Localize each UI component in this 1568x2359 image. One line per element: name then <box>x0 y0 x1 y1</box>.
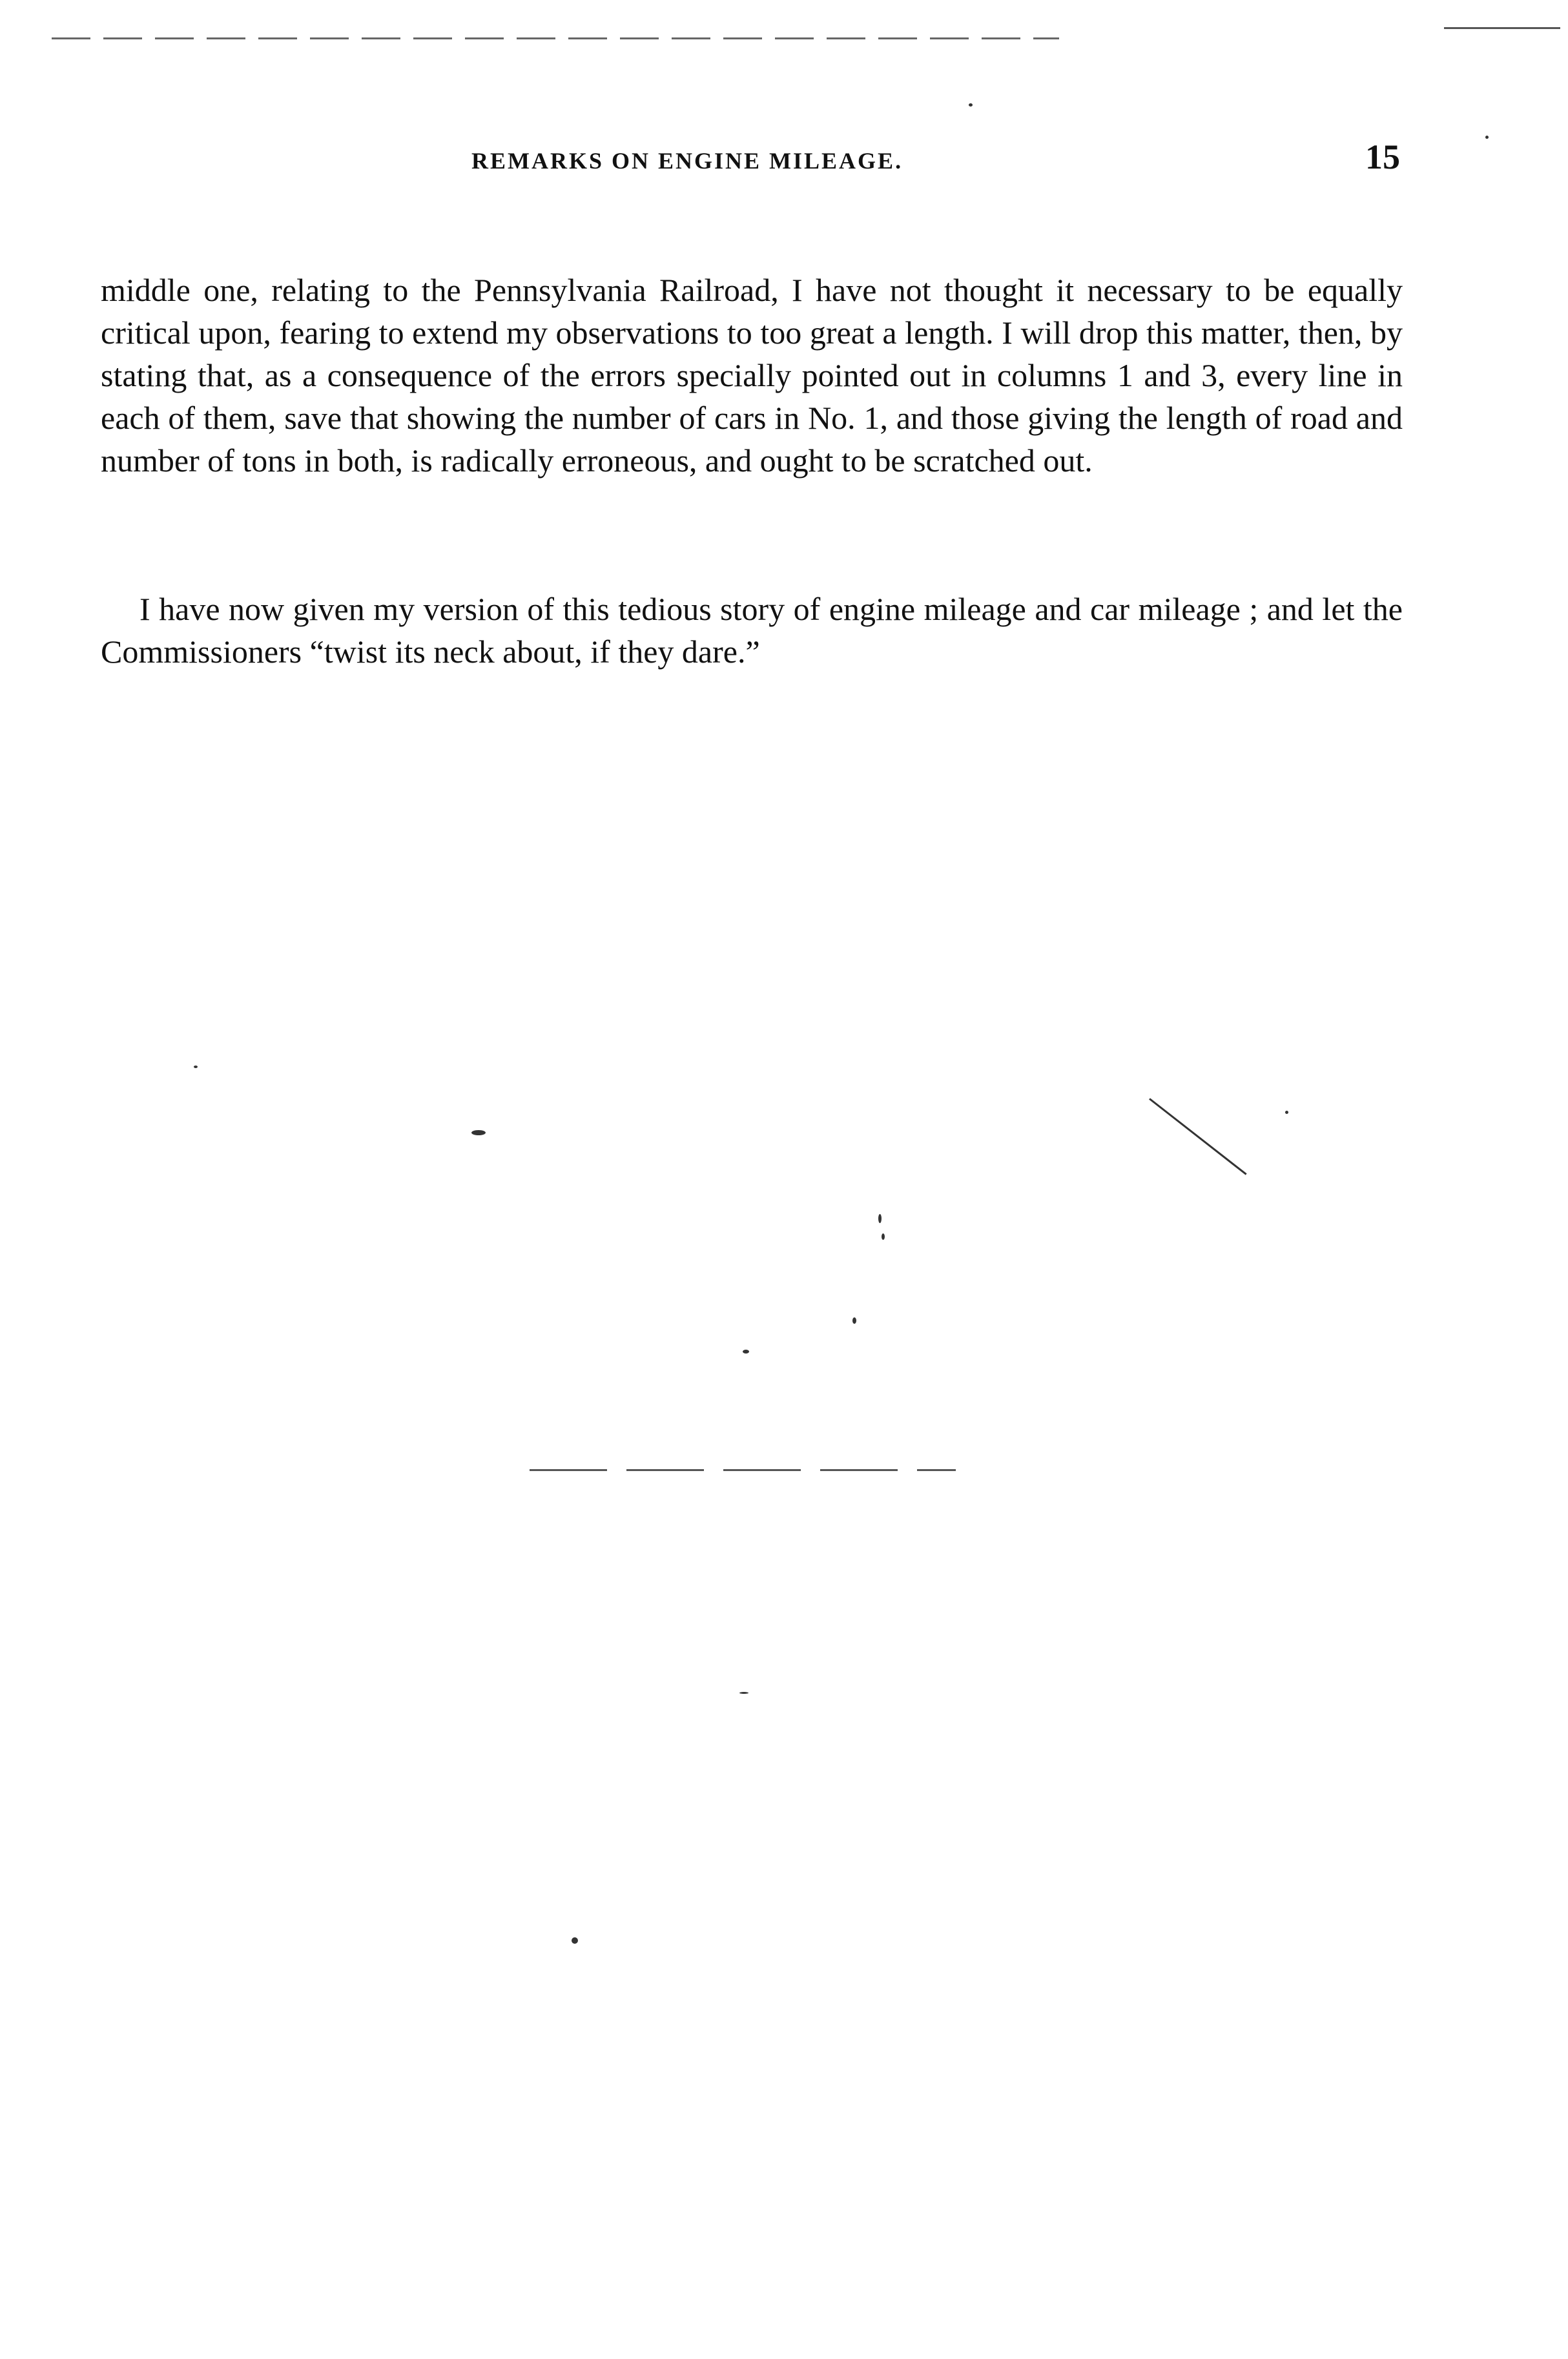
scan-speck <box>739 1692 748 1694</box>
scan-speck <box>969 103 973 107</box>
scan-speck <box>194 1066 198 1068</box>
page-number: 15 <box>1365 138 1400 176</box>
corner-scan-rule <box>1444 27 1560 29</box>
top-scan-rule <box>52 37 1059 39</box>
scan-speck <box>1485 136 1489 139</box>
footer-scan-rule <box>530 1469 956 1471</box>
body-paragraph-1: middle one, relating to the Pennsylvania Railroad, I have not thought it necessary to be equally critical upon, fearing to extend my observations to too great a length. I will drop this matter, then, by stating that, as a consequence of the errors specially pointed out in columns 1 and 3, every line in each of them, save that showing the number of cars in No. 1, and those giving the length of road and number of tons in both, is radically erroneous, and ought to be scratched out. <box>101 272 1403 479</box>
scan-speck <box>852 1317 856 1324</box>
scan-speck <box>882 1233 885 1240</box>
scan-speck <box>743 1350 749 1354</box>
scan-speck <box>572 1937 578 1944</box>
running-title: REMARKS ON ENGINE MILEAGE. <box>471 148 903 174</box>
scan-speck <box>1149 1098 1247 1175</box>
scan-speck <box>471 1130 486 1135</box>
body-paragraph-2: I have now given my version of this tedious story of engine mileage and car mileage ; and let the Commissioners “twist its neck about, if they dare.” <box>101 591 1403 670</box>
scan-speck <box>878 1214 882 1223</box>
scan-speck <box>1285 1111 1288 1114</box>
